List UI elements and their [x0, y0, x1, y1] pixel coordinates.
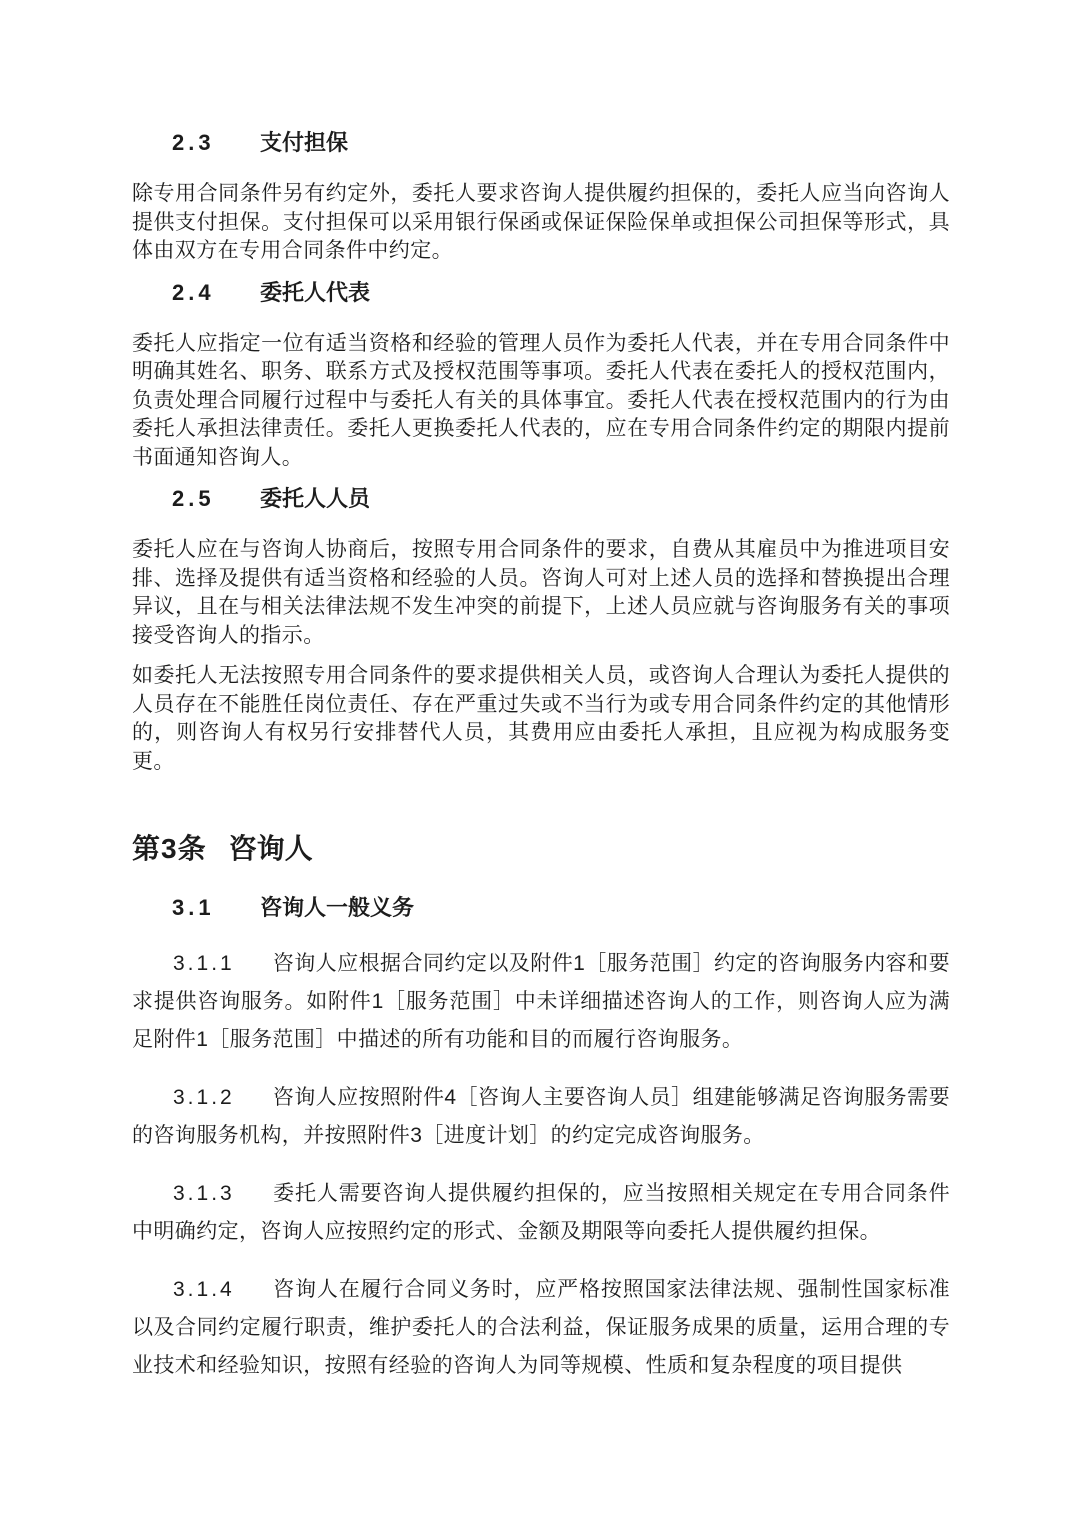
clause-text: 咨询人应按照附件4［咨询人主要咨询人员］组建能够满足咨询服务需要的咨询服务机构，并按照附件3［进度计划］的约定完成咨询服务。: [132, 1086, 950, 1147]
section-2-4-paragraph: 委托人应指定一位有适当资格和经验的管理人员作为委托人代表，并在专用合同条件中明确其姓名、职务、联系方式及授权范围等事项。委托人代表在委托人的授权范围内，负责处理合同履行过程中与委托人有关的具体事宜。委托人代表在授权范围内的行为由委托人承担法律责任。委托人更换委托人代表的，应在专用合同条件约定的期限内提前书面通知咨询人。: [132, 331, 950, 469]
section-title: 委托人代表: [260, 279, 371, 305]
section-title: 咨询人一般义务: [260, 895, 415, 920]
clause-3-1-1: [132, 945, 950, 1059]
clause-text: 咨询人应根据合同约定以及附件1［服务范围］约定的咨询服务内容和要求提供咨询服务。如附件1［服务范围］中未详细描述咨询人的工作，则咨询人应为满足附件1［服务范围］中描述的所有功能和目的而履行咨询服务。: [132, 952, 950, 1051]
clause-3-1-4: [132, 1271, 950, 1385]
section-heading-2-4: [172, 278, 950, 308]
section-2-5-paragraph-1: 委托人应在与咨询人协商后，按照专用合同条件的要求，自费从其雇员中为推进项目安排、选择及提供有适当资格和经验的人员。咨询人可对上述人员的选择和替换提出合理异议，且在与相关法律法规不发生冲突的前提下，上述人员应就与咨询服务有关的事项接受咨询人的指示。: [132, 538, 950, 647]
clause-3-1-3: [132, 1175, 950, 1251]
article-heading-3: [132, 830, 950, 868]
section-2-3-paragraph: 除专用合同条件另有约定外，委托人要求咨询人提供履约担保的，委托人应当向咨询人提供支付担保。支付担保可以采用银行保函或保证保险保单或担保公司担保等形式，具体由双方在专用合同条件中约定。: [132, 182, 950, 262]
section-title: 委托人人员: [260, 486, 371, 511]
clause-text: 委托人需要咨询人提供履约担保的，应当按照相关规定在专用合同条件中明确约定，咨询人应按照约定的形式、金额及期限等向委托人提供履约担保。: [132, 1182, 950, 1243]
section-heading-2-5: [172, 484, 950, 514]
section-number: 2.3: [172, 130, 215, 155]
clause-number: 3.1.1: [173, 952, 235, 975]
section-number: 2.5: [172, 486, 215, 511]
section-heading-3-1: [172, 893, 950, 923]
section-number: 3.1: [172, 895, 215, 920]
clause-number: 3.1.4: [173, 1278, 235, 1301]
section-title: 支付担保: [260, 130, 349, 155]
article-number: 第3条: [132, 833, 207, 864]
section-2-5-paragraph-2: 如委托人无法按照专用合同条件的要求提供相关人员，或咨询人合理认为委托人提供的人员存在不能胜任岗位责任、存在严重过失或不当行为或专用合同条件约定的其他情形的，则咨询人有权另行安排替代人员，其费用应由委托人承担，且应视为构成服务变更。: [132, 664, 950, 773]
clause-3-1-2: [132, 1079, 950, 1155]
clause-number: 3.1.2: [173, 1086, 235, 1109]
article-title: 咨询人: [228, 833, 313, 864]
section-heading-2-3: [172, 128, 950, 158]
clause-number: 3.1.3: [173, 1182, 235, 1205]
section-number: 2.4: [172, 279, 215, 305]
clause-text: 咨询人在履行合同义务时，应严格按照国家法律法规、强制性国家标准以及合同约定履行职责，维护委托人的合法利益，保证服务成果的质量，运用合理的专业技术和经验知识，按照有经验的咨询人为同等规模、性质和复杂程度的项目提供: [132, 1278, 950, 1377]
